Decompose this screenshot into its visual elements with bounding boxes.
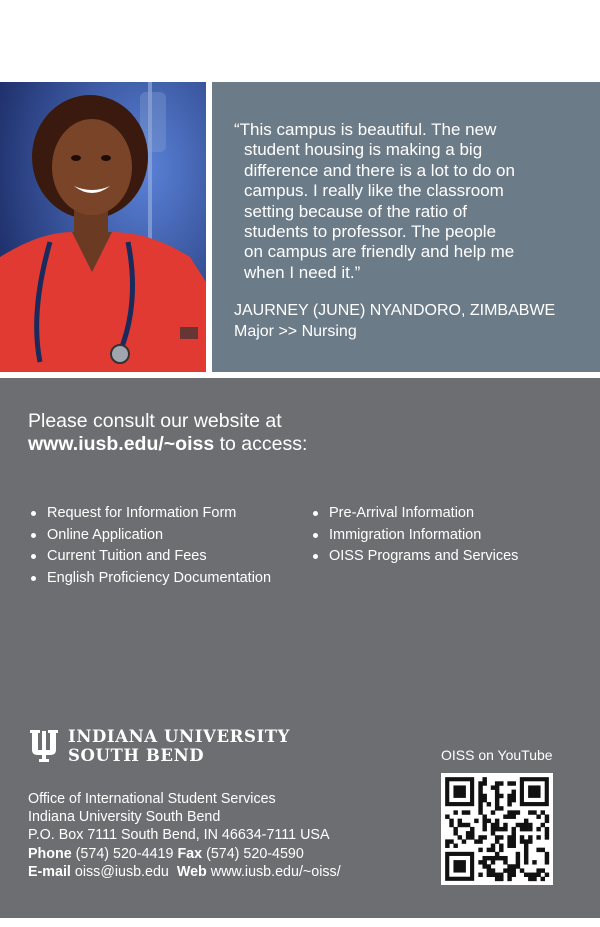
testimonial-attribution bbox=[234, 300, 555, 342]
testimonial-panel bbox=[212, 82, 600, 372]
contact-block bbox=[28, 790, 341, 881]
quote-line: when I need it.” bbox=[244, 262, 361, 282]
quote-line: “This campus is beautiful. The new bbox=[234, 120, 497, 139]
email-link[interactable]: oiss@iusb.edu bbox=[74, 863, 169, 880]
trident-icon bbox=[28, 728, 60, 764]
consult-line: Please consult our website at bbox=[28, 410, 282, 432]
fax-number: (574) 520-4590 bbox=[206, 845, 304, 862]
email-label: E-mail bbox=[28, 863, 71, 880]
list-item: English Proficiency Documentation bbox=[28, 568, 271, 590]
student-photo bbox=[0, 82, 206, 372]
list-item: Pre-Arrival Information bbox=[310, 503, 518, 525]
website-link[interactable]: www.iusb.edu/~oiss bbox=[28, 433, 215, 455]
quote-line: students to professor. The people bbox=[244, 222, 497, 242]
quote-line: campus. I really like the classroom bbox=[244, 181, 504, 201]
youtube-label: OISS on YouTube bbox=[441, 747, 553, 763]
logo-line: SOUTH BEND bbox=[68, 746, 205, 765]
iu-logo bbox=[28, 727, 290, 765]
resource-list-right bbox=[310, 503, 518, 568]
phone-number: (574) 520-4419 bbox=[75, 845, 174, 862]
info-panel bbox=[0, 378, 600, 918]
list-item: OISS Programs and Services bbox=[310, 546, 518, 568]
testimonial-quote bbox=[234, 120, 574, 283]
quote-line: setting because of the ratio of bbox=[244, 201, 468, 221]
student-name: JAURNEY (JUNE) NYANDORO, ZIMBABWE bbox=[234, 302, 556, 319]
po-box: P.O. Box 7111 South Bend, IN 46634-7111 USA bbox=[28, 827, 330, 844]
consult-suffix: to access: bbox=[214, 433, 308, 455]
fax-label: Fax bbox=[177, 845, 203, 862]
web-label: Web bbox=[176, 863, 207, 880]
web-link[interactable]: www.iusb.edu/~oiss/ bbox=[210, 863, 341, 880]
phone-fax-line bbox=[28, 845, 341, 863]
list-item: Current Tuition and Fees bbox=[28, 546, 271, 568]
phone-label: Phone bbox=[28, 845, 72, 862]
list-item: Immigration Information bbox=[310, 525, 518, 547]
resource-list-left bbox=[28, 503, 271, 589]
quote-line: student housing is making a big bbox=[244, 140, 483, 160]
university-name: Indiana University South Bend bbox=[28, 809, 221, 826]
office-name: Office of International Student Services bbox=[28, 791, 276, 807]
list-item: Online Application bbox=[28, 525, 271, 547]
list-item: Request for Information Form bbox=[28, 503, 271, 525]
email-web-line bbox=[28, 863, 341, 881]
youtube-qr-code[interactable] bbox=[441, 773, 553, 885]
student-major: Major >> Nursing bbox=[234, 323, 357, 340]
quote-line: on campus are friendly and help me bbox=[244, 242, 515, 262]
logo-line: INDIANA UNIVERSITY bbox=[68, 727, 291, 746]
consult-text bbox=[28, 410, 307, 456]
quote-line: difference and there is a lot to do on bbox=[244, 160, 515, 180]
